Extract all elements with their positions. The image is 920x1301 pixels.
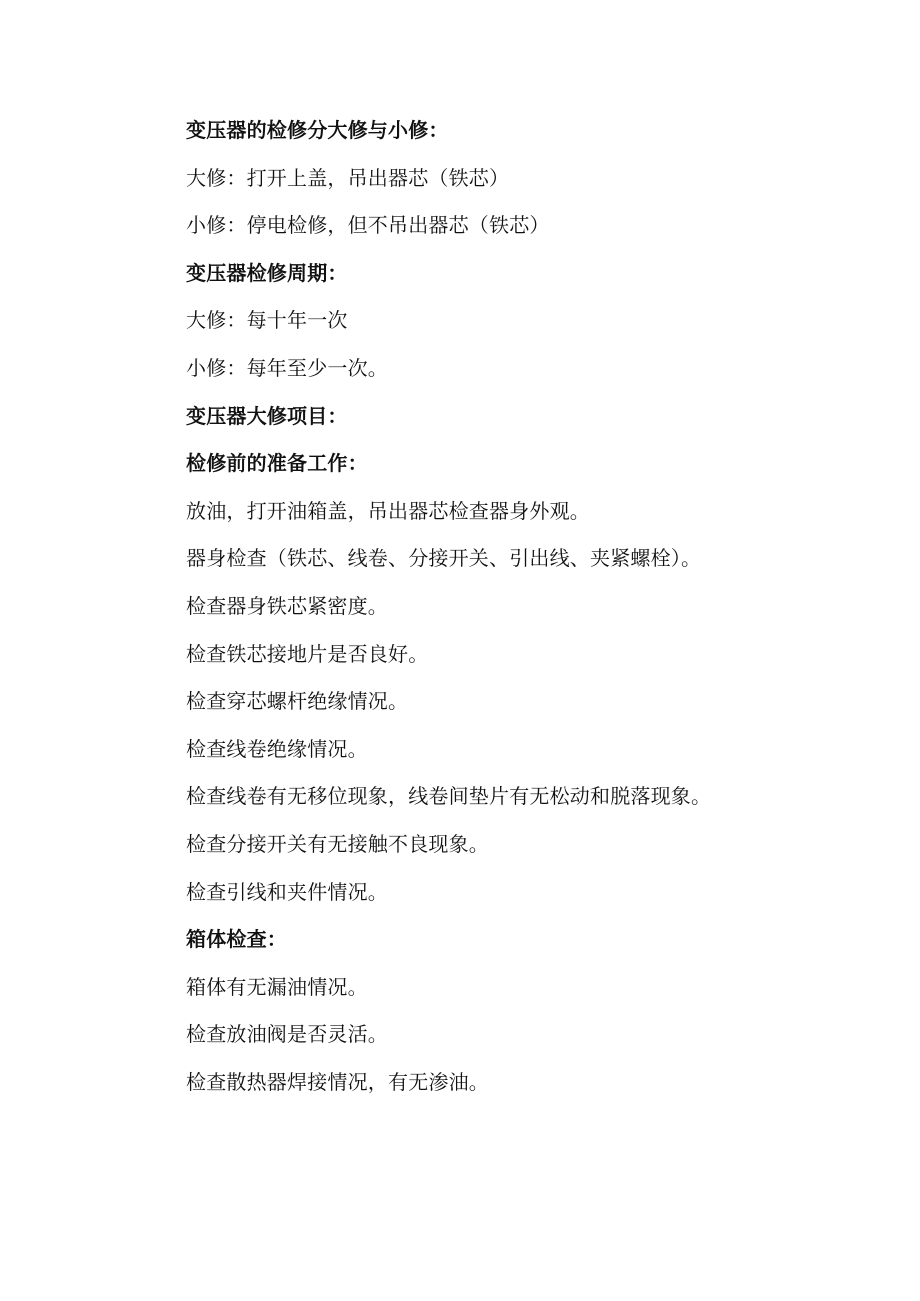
paragraph-major-cycle: 大修：每十年一次: [186, 308, 348, 333]
paragraph-item: 检查铁芯接地片是否良好。: [186, 641, 429, 666]
heading-preparation: 检修前的准备工作：: [186, 451, 368, 476]
paragraph-item: 检查分接开关有无接触不良现象。: [186, 831, 489, 856]
paragraph-item: 检查穿芯螺杆绝缘情况。: [186, 689, 409, 714]
paragraph-item: 器身检查（铁芯、线卷、分接开关、引出线、夹紧螺栓）。: [186, 546, 702, 571]
heading-tank-inspection: 箱体检查：: [186, 927, 287, 952]
heading-maintenance-types: 变压器的检修分大修与小修：: [186, 118, 449, 142]
paragraph-item: 检查散热器焊接情况，有无渗油。: [186, 1069, 489, 1094]
paragraph-item: 检查放油阀是否灵活。: [186, 1022, 388, 1047]
heading-maintenance-cycle: 变压器检修周期：: [186, 260, 348, 285]
paragraph-major-repair: 大修：打开上盖，吊出器芯（铁芯）: [186, 165, 510, 190]
paragraph-item: 检查线卷绝缘情况。: [186, 736, 368, 761]
paragraph-minor-repair: 小修：停电检修，但不吊出器芯（铁芯）: [186, 213, 550, 238]
paragraph-item: 检查引线和夹件情况。: [186, 879, 388, 904]
paragraph-item: 放油，打开油箱盖，吊出器芯检查器身外观。: [186, 498, 590, 523]
document-body: [186, 112, 886, 1111]
paragraph-minor-cycle: 小修：每年至少一次。: [186, 355, 388, 380]
paragraph-item: 检查器身铁芯紧密度。: [186, 593, 388, 618]
heading-major-repair-items: 变压器大修项目：: [186, 403, 348, 428]
paragraph-item: 检查线卷有无移位现象，线卷间垫片有无松动和脱落现象。: [186, 784, 712, 809]
paragraph-item: 箱体有无漏油情况。: [186, 974, 368, 999]
